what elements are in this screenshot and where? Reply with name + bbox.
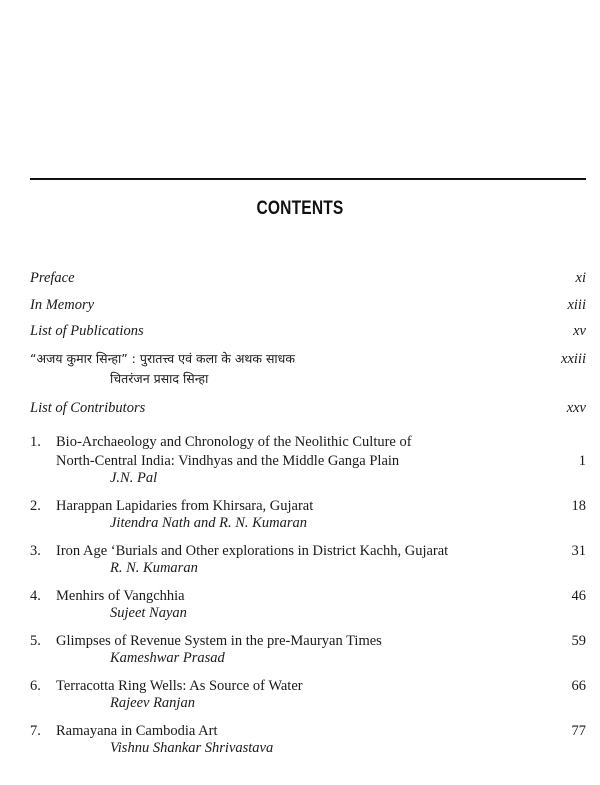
chapter-page: 77 <box>571 723 586 739</box>
chapter-number: 7. <box>30 723 41 739</box>
entry-title: “अजय कुमार सिन्हा” : पुरातत्त्व एवं कला के अथक साधक <box>30 351 295 366</box>
page-title: CONTENTS <box>256 198 344 219</box>
chapter-page: 66 <box>571 678 586 694</box>
chapter-page: 18 <box>571 498 586 514</box>
entry-title: Preface <box>30 270 75 286</box>
chapter-title: Iron Age ‘Burials and Other explorations in District Kachh, Gujarat <box>56 543 449 559</box>
chapter-author: R. N. Kumaran <box>110 560 198 576</box>
top-rule <box>30 178 586 180</box>
entry-author: चितरंजन प्रसाद सिन्हा <box>110 371 209 386</box>
chapter-title: Bio-Archaeology and Chronology of the Neolithic Culture of <box>56 434 412 450</box>
chapter-author: Vishnu Shankar Shrivastava <box>110 740 274 756</box>
chapter-title: Ramayana in Cambodia Art <box>56 723 218 739</box>
chapter-title: Harappan Lapidaries from Khirsara, Gujarat <box>56 498 314 514</box>
entry-page: xv <box>573 323 586 339</box>
chapter-title: Terracotta Ring Wells: As Source of Water <box>56 678 303 694</box>
chapter-number: 3. <box>30 543 41 559</box>
chapter-title-cont: North-Central India: Vindhyas and the Middle Ganga Plain <box>56 453 400 469</box>
entry-page: xi <box>575 270 586 286</box>
chapter-author: Jitendra Nath and R. N. Kumaran <box>110 515 307 531</box>
chapter-number: 6. <box>30 678 41 694</box>
chapter-author: Sujeet Nayan <box>110 605 187 621</box>
entry-page: xxv <box>566 400 586 416</box>
chapter-number: 2. <box>30 498 41 514</box>
chapter-author: J.N. Pal <box>110 470 158 486</box>
entry-page: xxiii <box>561 351 586 367</box>
chapter-title: Glimpses of Revenue System in the pre-Mauryan Times <box>56 633 382 649</box>
entry-title: List of Contributors <box>30 400 146 416</box>
chapter-author: Kameshwar Prasad <box>110 650 225 666</box>
chapter-page: 46 <box>571 588 586 604</box>
chapter-title: Menhirs of Vangchhia <box>56 588 185 604</box>
entry-page: xiii <box>567 297 586 313</box>
chapter-author: Rajeev Ranjan <box>110 695 195 711</box>
chapter-number: 1. <box>30 434 41 450</box>
chapter-page: 1 <box>578 453 586 469</box>
entry-title: List of Publications <box>30 323 144 339</box>
chapter-number: 4. <box>30 588 41 604</box>
entry-title: In Memory <box>30 297 95 313</box>
chapter-number: 5. <box>30 633 41 649</box>
chapter-page: 31 <box>571 543 586 559</box>
chapter-page: 59 <box>571 633 586 649</box>
